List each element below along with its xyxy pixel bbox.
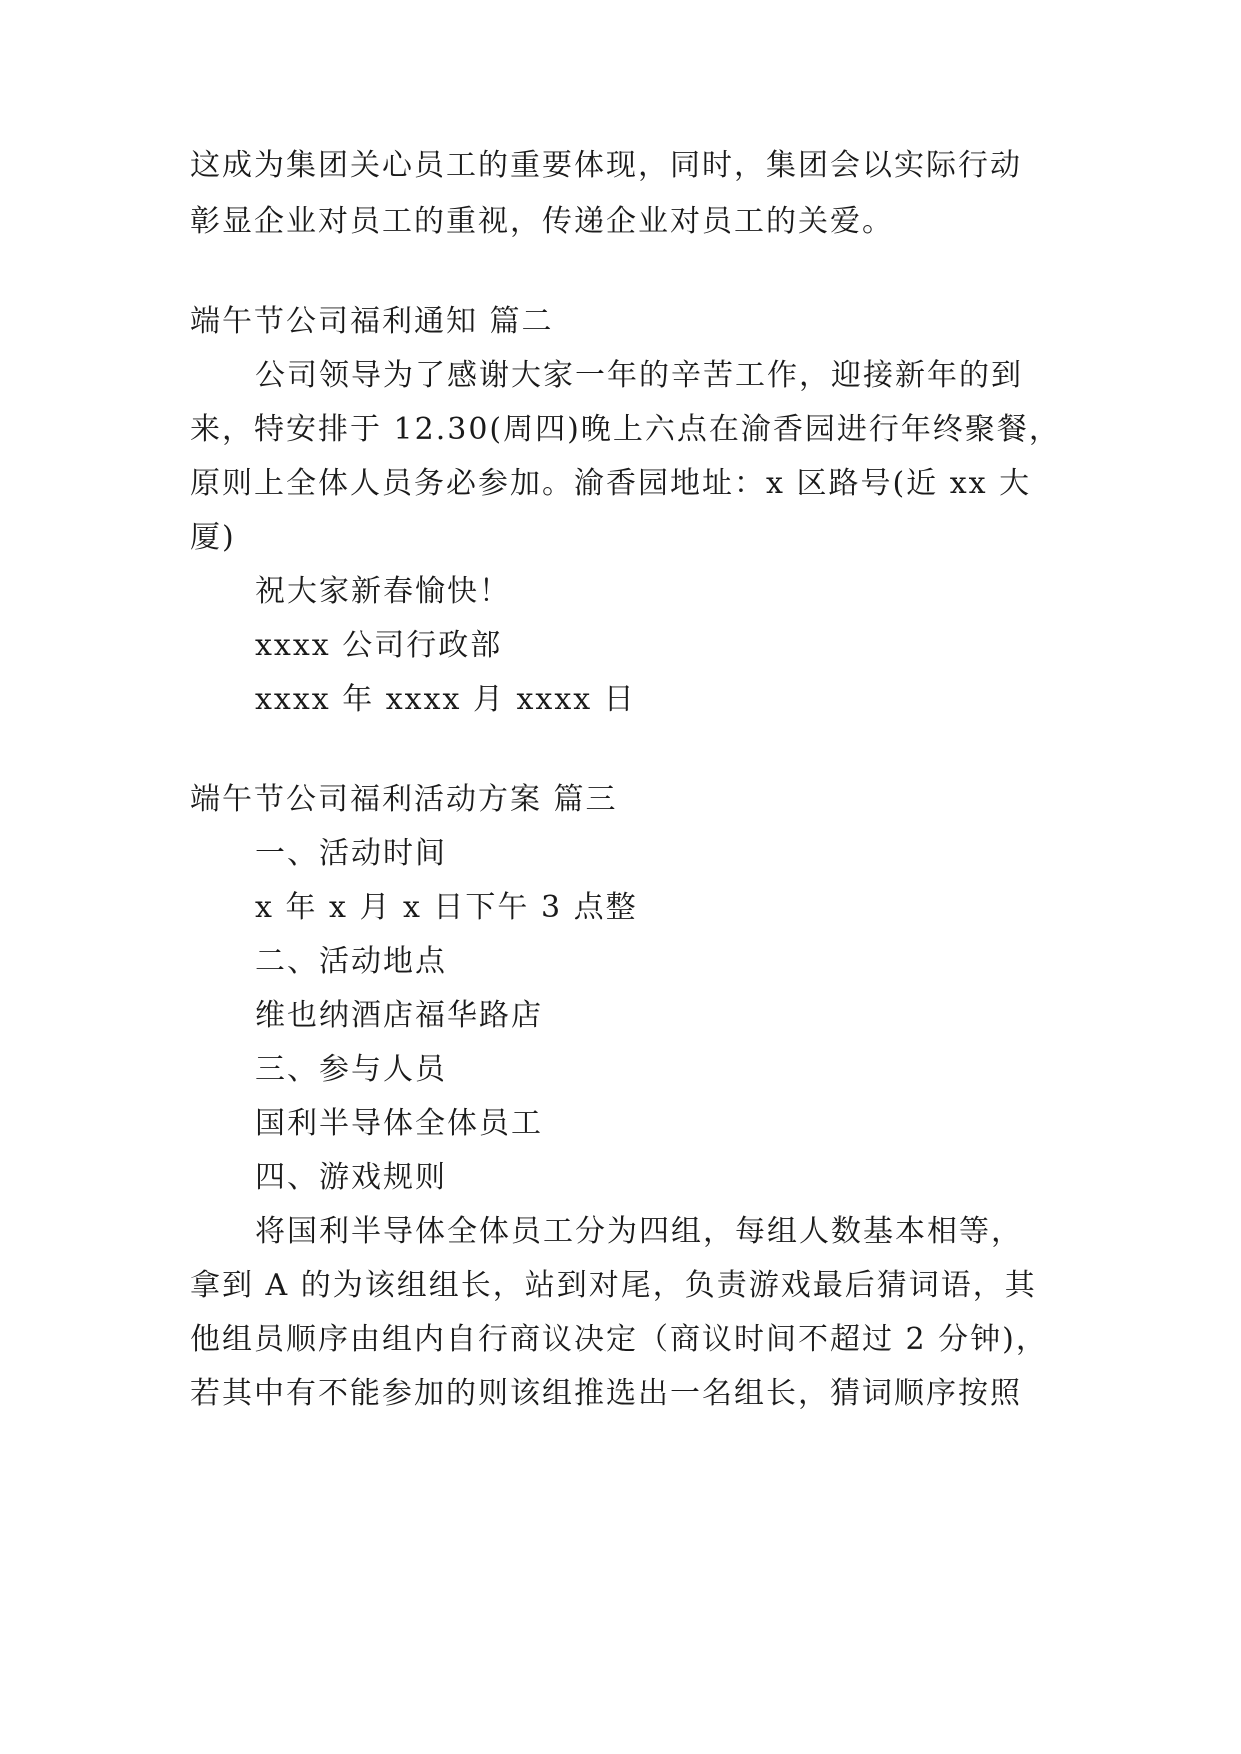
- paragraph-line: 将国利半导体全体员工分为四组，每组人数基本相等，: [255, 1214, 1023, 1249]
- date-line: xxxx 年 xxxx 月 xxxx 日: [255, 682, 636, 717]
- section-heading: 端午节公司福利通知 篇二: [190, 304, 554, 339]
- section-heading: 端午节公司福利活动方案 篇三: [190, 782, 618, 817]
- paragraph-line: 公司领导为了感谢大家一年的辛苦工作，迎接新年的到: [255, 358, 1023, 393]
- list-item: 维也纳酒店福华路店: [255, 998, 543, 1033]
- paragraph-line: 来，特安排于 12.30(周四)晚上六点在渝香园进行年终聚餐，: [190, 412, 1061, 447]
- list-item: 四、游戏规则: [255, 1160, 447, 1195]
- list-item: 国利半导体全体员工: [255, 1106, 543, 1141]
- list-item: 一、活动时间: [255, 836, 447, 871]
- paragraph-line: 若其中有不能参加的则该组推选出一名组长，猜词顺序按照: [190, 1376, 1022, 1411]
- paragraph-line: 彰显企业对员工的重视，传递企业对员工的关爱。: [190, 204, 894, 239]
- paragraph-line: 拿到 A 的为该组组长，站到对尾，负责游戏最后猜词语，其: [190, 1268, 1037, 1303]
- signature-line: xxxx 公司行政部: [255, 628, 503, 663]
- paragraph-line: 他组员顺序由组内自行商议决定（商议时间不超过 2 分钟)，: [190, 1322, 1048, 1357]
- paragraph-line: 这成为集团关心员工的重要体现，同时，集团会以实际行动: [190, 148, 1022, 183]
- list-item: x 年 x 月 x 日下午 3 点整: [255, 890, 638, 925]
- greeting-line: 祝大家新春愉快！: [255, 574, 511, 609]
- list-item: 三、参与人员: [255, 1052, 447, 1087]
- paragraph-line: 原则上全体人员务必参加。渝香园地址：x 区路号(近 xx 大: [190, 466, 1032, 501]
- list-item: 二、活动地点: [255, 944, 447, 979]
- paragraph-line: 厦): [190, 520, 236, 555]
